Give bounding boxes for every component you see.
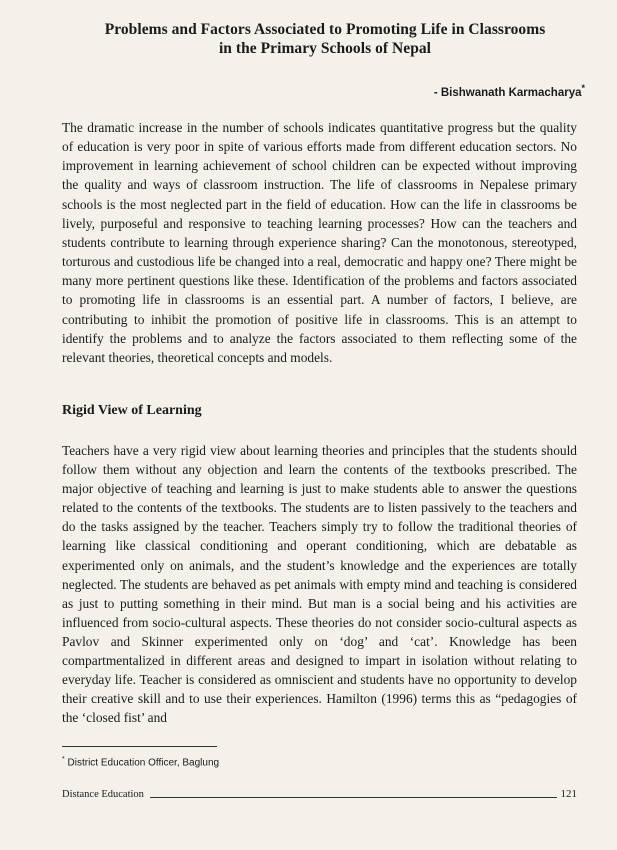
section-heading: Rigid View of Learning [62, 403, 202, 418]
intro-paragraph: The dramatic increase in the number of schools indicates quantitative progress but the quality of education is very poor in spite of various efforts made from different education sectors. No improvement in learning achievement of school children can be expected without improving the quality and ways of classroom instruction. The life of classrooms in Nepalese primary schools is the most neglected part in the field of education. How can the life in classrooms be lively, purposeful and responsive to teaching learning processes? How can the teachers and students contribute to learning through experience sharing? Can the monotonous, stereotyped, torturous and custodious life be changed into a real, democratic and happy one? There might be many more pertinent questions like these. Identification of the problems and factors associated to promoting life in classrooms is an essential part. A number of factors, I believe, are contributing to inhibit the promotion of positive life in classrooms. This is an attempt to identify the problems and to analyze the factors associated to them reflecting some of the relevant theories, theoretical concepts and models. [62, 120, 577, 365]
page-footer [62, 788, 577, 800]
footer-rule [150, 797, 557, 798]
section-paragraph: Teachers have a very rigid view about learning theories and principles that the students should follow them without any objection and learn the contents of the textbooks prescribed. The major objective of teaching and learning is just to make students able to answer the questions related to the contents of the textbooks. The students are to listen passively to the teachers and do the tasks assigned by the teacher. Teachers simply try to follow the traditional theories of learning like classical conditioning and operant conditioning, which are debatable as experimented only on animals, and the student’s knowledge and the experiences are totally neglected. The students are behaved as pet animals with empty mind and teaching is considered as just to putting something in their mind. But man is a social being and his activities are influenced from socio-cultural aspects. These theories do not consider socio-cultural aspects as Pavlov and Skinner experimented only on ‘dog’ and ‘cat’. Knowledge has been compartmentalized in different areas and designed to impart in isolation without relating to everyday life. Teacher is considered as omniscient and students have no opportunity to develop their creative skill and to use their experiences. Hamilton (1996) terms this as “pedagogies of the ‘closed fist’ and [62, 443, 577, 726]
author-name: - Bishwanath Karmacharya [433, 86, 582, 99]
journal-name: Distance Education [62, 789, 144, 800]
author-footnote-mark: * [581, 83, 585, 93]
page-number: 121 [560, 788, 577, 800]
article-title [40, 20, 610, 58]
footnote-text: District Education Officer, Baglung [67, 757, 220, 769]
footnote-divider [62, 746, 217, 747]
title-line-2: in the Primary Schools of Nepal [218, 40, 432, 57]
author-byline [434, 83, 585, 99]
footnote [62, 756, 219, 768]
title-line-1: Problems and Factors Associated to Promoting Life in Classrooms [104, 21, 546, 38]
footnote-mark: * [62, 756, 65, 763]
